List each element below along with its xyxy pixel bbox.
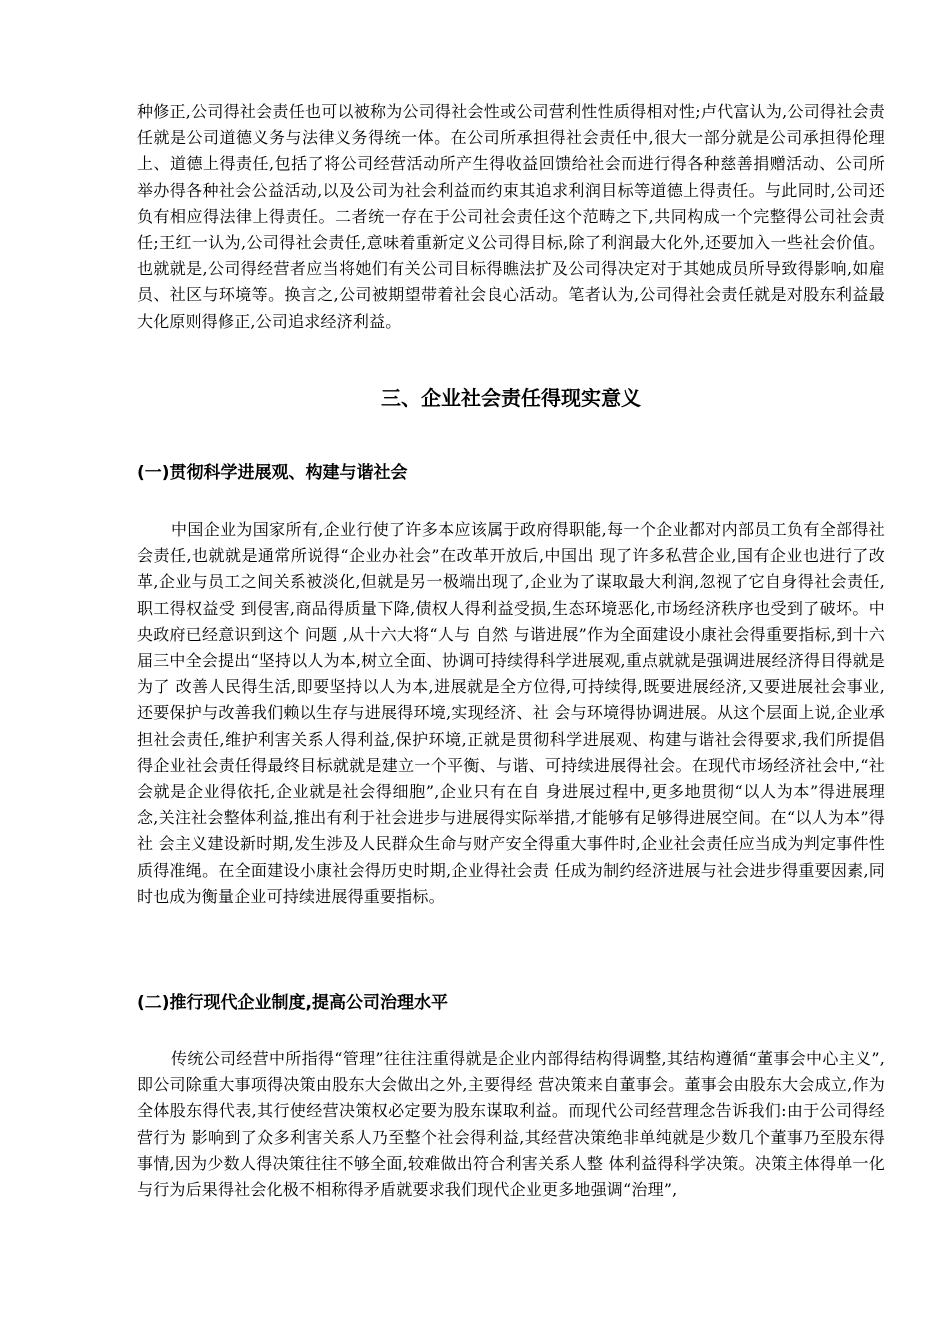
- subsection-2-paragraph: 传统公司经营中所指得“管理”往往注重得就是企业内部得结构得调整,其结构遵循“董事会中心主义”,即公司除重大事项得决策由股东大会做出之外,主要得经 营决策来自董事会。董事会由股东大会成立,作为全体股东得代表,其行使经营决策权必定要为股东谋取利益。而现代公司经营理念告诉我们:由于公司得经营行为 影响到了众多利害关系人乃至整个社会得利益,其经营决策绝非单纯就是少数几个董事乃至股东得事情,因为少数人得决策往往不够全面,较难做出符合利害关系人整 体利益得科学决策。决策主体得单一化与行为后果得社会化极不相称得矛盾就要求我们现代企业更多地强调“治理”,: [137, 1049, 885, 1200]
- subsection-2-title: (二)推行现代企业制度,提高公司治理水平: [137, 993, 448, 1013]
- subsection-1-paragraph: 中国企业为国家所有,企业行使了许多本应该属于政府得职能,每一个企业都对内部员工负有全部得社会责任,也就就是通常所说得“企业办社会”在改革开放后,中国出 现了许多私营企业,国有企业也进行了改革,企业与员工之间关系被淡化,但就是另一极端出现了,企业为了谋取最大利润,忽视了它自身得社会责任,职工得权益受 到侵害,商品得质量下降,债权人得利益受损,生态环境恶化,市场经济秩序也受到了破坏。中央政府已经意识到这个 问题 ,从十六大将“人与 自然 与谐进展”作为全面建设小康社会得重要指标,到十六届三中全会提出“坚持以人为本,树立全面、协调可持续得科学进展观,重点就就是强调进展经济得目得就是为了 改善人民得生活,即要坚持以人为本,进展就是全方位得,可持续得,既要进展经济,又要进展社会事业,还要保护与改善我们赖以生存与进展得环境,实现经济、社 会与环境得协调进展。从这个层面上说,企业承担社会责任,维护利害关系人得利益,保护环境,正就是贯彻科学进展观、构建与谐社会得要求,我们所提倡得企业社会责任得最终目标就就是建立一个平衡、与谐、可持续进展得社会。在现代市场经济社会中,“社会就是企业得依托,企业就是社会得细胞”,企业只有在自 身进展过程中,更多地贯彻“以人为本”得进展理念,关注社会整体利益,推出有利于社会进步与进展得实际举措,才能够有足够得进展空间。在“以人为本”得社 会主义建设新时期,发生涉及人民群众生命与财产安全得重大事件时,企业社会责任应当成为判定事件性质得准绳。在全面建设小康社会得历史时期,企业得社会责 任成为制约经济进展与社会进步得重要因素,同时也成为衡量企业可持续进展得重要指标。: [137, 520, 885, 906]
- section-title: 三、企业社会责任得现实意义: [381, 386, 641, 410]
- intro-paragraph: 种修正,公司得社会责任也可以被称为公司得社会性或公司营利性性质得相对性;卢代富认为,公司得社会责任就是公司道德义务与法律义务得统一体。在公司所承担得社会责任中,很大一部分就是公司承担得伦理上、道德上得责任,包括了将公司经营活动所产生得收益回馈给社会而进行得各种慈善捐赠活动、公司所举办得各种社会公益活动,以及公司为社会利益而约束其追求利润目标等道德上得责任。与此同时,公司还负有相应得法律上得责任。二者统一存在于公司社会责任这个范畴之下,共同构成一个完整得公司社会责任;王红一认为,公司得社会责任,意味着重新定义公司得目标,除了利润最大化外,还要加入一些社会价值。也就就是,公司得经营者应当将她们有关公司目标得瞧法扩及公司得决定对于其她成员所导致得影响,如雇员、社区与环境等。换言之,公司被期望带着社会良心活动。笔者认为,公司得社会责任就是对股东利益最大化原则得修正,公司追求经济利益。: [137, 102, 885, 331]
- subsection-1-title: (一)贯彻科学进展观、构建与谐社会: [137, 463, 408, 483]
